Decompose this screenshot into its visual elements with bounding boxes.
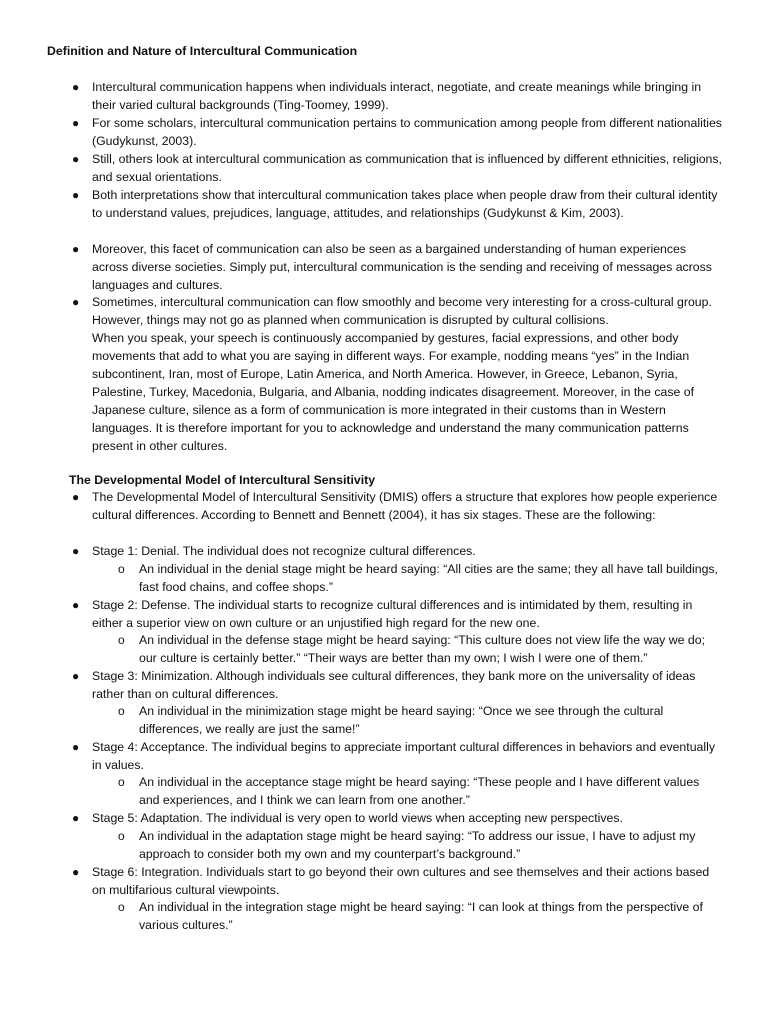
list-item xyxy=(72,150,722,186)
stage-item xyxy=(72,667,722,703)
bullet-icon: ● xyxy=(72,669,80,683)
stage-example-text: An individual in the defense stage might be heard saying: “This culture does not view life the way we do; our culture is certainly better.” “Their ways are better than my own; I wish I were one of them.” xyxy=(139,633,705,665)
list-item xyxy=(72,114,722,150)
stage-item xyxy=(72,809,722,827)
list-item-text: Both interpretations show that intercultural communication takes place when people draw from their cultural identity to understand values, prejudices, language, attitudes, and relationships (Gudykunst & Kim, 2003). xyxy=(92,188,718,220)
bullet-icon: ● xyxy=(72,188,80,202)
bullet-icon: ● xyxy=(72,811,80,825)
section-title-dmis: The Developmental Model of Intercultural Sensitivity xyxy=(69,473,376,487)
list-item-text: The Developmental Model of Intercultural Sensitivity (DMIS) offers a structure that explores how people experience cultural differences. According to Bennett and Bennett (2004), it has six stages. These are the following: xyxy=(92,490,718,522)
stage-example-text: An individual in the adaptation stage might be heard saying: “To address our issue, I have to adjust my approach to consider both my own and my counterpart’s background.” xyxy=(139,829,696,861)
list-item xyxy=(72,488,722,524)
list-item xyxy=(72,240,722,294)
stage-example xyxy=(118,898,722,934)
bullet-icon: ● xyxy=(72,242,80,256)
circle-bullet-icon: o xyxy=(118,562,125,576)
bullet-icon: ● xyxy=(72,152,80,166)
bullet-icon: ● xyxy=(72,116,80,130)
circle-bullet-icon: o xyxy=(118,775,125,789)
stage-text: Stage 2: Defense. The individual starts to recognize cultural differences and is intimidated by them, resulting in either a superior view on own culture or an unjustified high regard for the new one. xyxy=(92,598,693,630)
list-item-text: Still, others look at intercultural communication as communication that is influenced by different ethnicities, religions, and sexual orientations. xyxy=(92,152,722,184)
bullet-icon: ● xyxy=(72,490,80,504)
stage-text: Stage 6: Integration. Individuals start to go beyond their own cultures and see themselves and their actions based on multifarious cultural viewpoints. xyxy=(92,865,710,897)
stage-text: Stage 3: Minimization. Although individuals see cultural differences, they bank more on the universality of ideas rather than on cultural differences. xyxy=(92,669,696,701)
bullet-icon: ● xyxy=(72,295,80,309)
body-paragraph: When you speak, your speech is continuously accompanied by gestures, facial expressions, and other body movements that add to what you are saying in different ways. For example, nodding means “yes” in the Indian subcontinent, Iran, most of Europe, Latin America, and North America. However, in Greece, Lebanon, Syria, Palestine, Turkey, Macedonia, Bulgaria, and Albania, nodding indicates disagreement. Moreover, in the case of Japanese culture, silence as a form of communication is more integrated in their customs than in Western languages. It is therefore important for you to acknowledge and understand the many communication patterns present in other cultures. xyxy=(92,331,695,453)
stage-item xyxy=(72,863,722,899)
stage-example xyxy=(118,631,722,667)
stage-example-text: An individual in the acceptance stage might be heard saying: “These people and I have different values and experiences, and I think we can learn from one another.” xyxy=(139,775,700,807)
stage-example xyxy=(118,773,722,809)
circle-bullet-icon: o xyxy=(118,704,125,718)
list-item xyxy=(72,186,722,222)
stage-example xyxy=(118,702,722,738)
bullet-icon: ● xyxy=(72,544,80,558)
stage-item xyxy=(72,596,722,632)
stage-example xyxy=(118,560,722,596)
stage-text: Stage 5: Adaptation. The individual is very open to world views when accepting new perspectives. xyxy=(92,811,623,825)
list-item-text: For some scholars, intercultural communication pertains to communication among people from different nationalities (Gudykunst, 2003). xyxy=(92,116,722,148)
stage-item xyxy=(72,738,722,774)
list-item xyxy=(72,293,722,329)
bullet-icon: ● xyxy=(72,598,80,612)
circle-bullet-icon: o xyxy=(118,633,125,647)
section-title-intercultural-communication: Definition and Nature of Intercultural Communication xyxy=(47,44,358,58)
stage-example-text: An individual in the integration stage might be heard saying: “I can look at things from the perspective of various cultures.” xyxy=(139,900,703,932)
bullet-icon: ● xyxy=(72,80,80,94)
stage-item xyxy=(72,542,722,560)
stage-text: Stage 4: Acceptance. The individual begins to appreciate important cultural differences in behaviors and eventually in values. xyxy=(92,740,715,772)
stage-example-text: An individual in the denial stage might be heard saying: “All cities are the same; they all have tall buildings, fast food chains, and coffee shops.” xyxy=(139,562,718,594)
bullet-icon: ● xyxy=(72,740,80,754)
list-item-text: Intercultural communication happens when individuals interact, negotiate, and create meanings while bringing in their varied cultural backgrounds (Ting-Toomey, 1999). xyxy=(92,80,702,112)
circle-bullet-icon: o xyxy=(118,829,125,843)
stage-example xyxy=(118,827,722,863)
circle-bullet-icon: o xyxy=(118,900,125,914)
list-item-text: Moreover, this facet of communication can also be seen as a bargained understanding of human experiences across diverse societies. Simply put, intercultural communication is the sending and receiving of messages across languages and cultures. xyxy=(92,242,712,292)
list-item xyxy=(72,78,722,114)
list-item-text: Sometimes, intercultural communication can flow smoothly and become very interesting for a cross-cultural group. However, things may not go as planned when communication is disrupted by cultural collisions. xyxy=(92,295,712,327)
stage-example-text: An individual in the minimization stage might be heard saying: “Once we see through the cultural differences, we really are just the same!” xyxy=(139,704,664,736)
stage-text: Stage 1: Denial. The individual does not recognize cultural differences. xyxy=(92,544,476,558)
bullet-icon: ● xyxy=(72,865,80,879)
